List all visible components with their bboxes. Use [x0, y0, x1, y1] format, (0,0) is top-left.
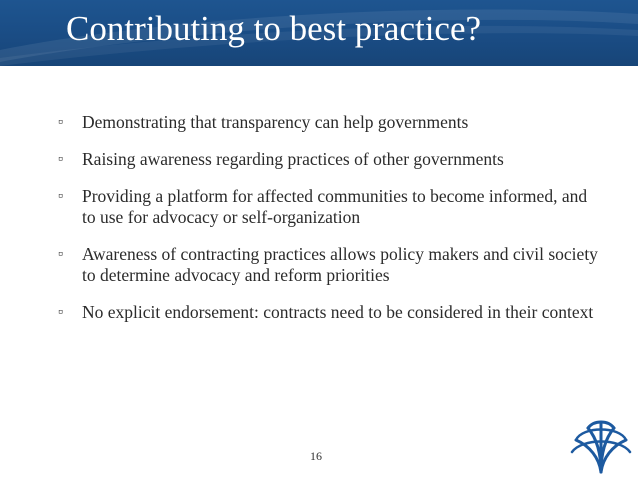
bullet-item — [58, 244, 598, 286]
bullet-text: Raising awareness regarding practices of other governments — [82, 149, 504, 169]
bullet-item — [58, 112, 598, 133]
organization-logo-icon — [568, 416, 634, 476]
title-bar — [0, 0, 638, 66]
bullet-item — [58, 186, 598, 228]
bullet-marker-icon: ▫ — [58, 115, 63, 130]
bullet-marker-icon: ▫ — [58, 305, 63, 320]
bullet-marker-icon: ▫ — [58, 152, 63, 167]
bullet-list — [58, 112, 598, 339]
slide-title: Contributing to best practice? — [66, 9, 482, 48]
bullet-marker-icon: ▫ — [58, 189, 63, 204]
bullet-item — [58, 302, 598, 323]
bullet-item — [58, 149, 598, 170]
bullet-text: No explicit endorsement: contracts need to be considered in their context — [82, 302, 594, 322]
bullet-marker-icon: ▫ — [58, 247, 63, 262]
bullet-text: Providing a platform for affected communities to become informed, and to use for advocacy or self-organization — [82, 186, 588, 227]
bullet-text: Demonstrating that transparency can help governments — [82, 112, 469, 132]
page-number: 16 — [310, 449, 322, 463]
bullet-text: Awareness of contracting practices allows policy makers and civil society to determine advocacy and reform priorities — [82, 244, 598, 285]
